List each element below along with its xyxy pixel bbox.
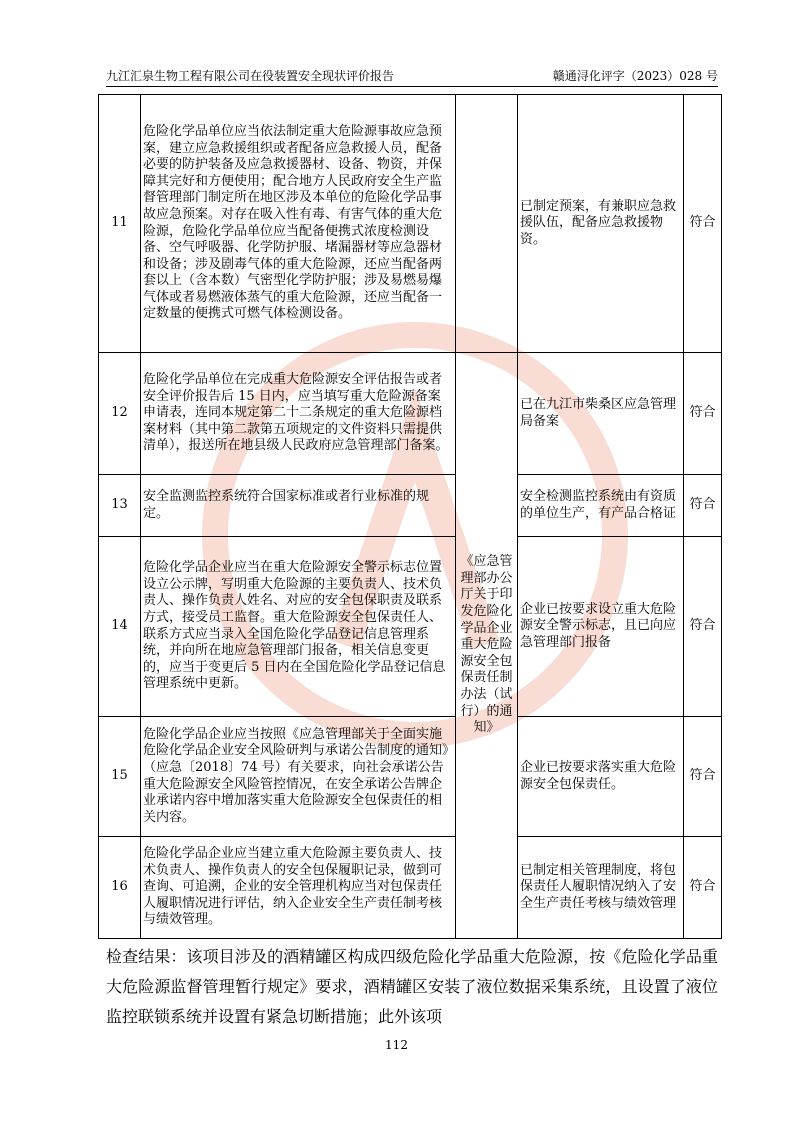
row-number: 11 — [99, 95, 141, 353]
actual-status: 安全检测监控系统由有资质的单位生产，有产品合格证 — [518, 475, 684, 537]
row-number: 16 — [99, 837, 141, 939]
regulation-basis: 《应急管理部办公厅关于印发危险化学品企业重大危险源安全包保责任制办法（试行）的通知》 — [456, 353, 518, 939]
actual-status: 企业已按要求落实重大危险源安全包保责任。 — [518, 717, 684, 837]
requirement-text: 危险化学品单位在完成重大危险源安全评估报告或者安全评价报告后 15 日内，应当填写重大危险源备案申请表，连同本规定第二十二条规定的重大危险源档案材料（其中第二款第五项规定的文件资料只需提供清单），报送所在地县级人民政府应急管理部门备案。 — [141, 353, 456, 475]
requirement-text: 安全监测监控系统符合国家标准或者行业标准的规定。 — [141, 475, 456, 537]
actual-status: 企业已按要求设立重大危险源安全警示标志，且已向应急管理部门报备 — [518, 537, 684, 717]
check-result: 符合 — [684, 353, 722, 475]
actual-status: 已在九江市柴桑区应急管理局备案 — [518, 353, 684, 475]
check-result: 符合 — [684, 95, 722, 353]
page-number: 112 — [385, 1038, 408, 1052]
check-result: 符合 — [684, 717, 722, 837]
requirement-text: 危险化学品企业应当在重大危险源安全警示标志位置设立公示牌，写明重大危险源的主要负责人、技术负责人、操作负责人姓名、对应的安全包保职责及联系方式，接受员工监督。重大危险源安全包保责任人、联系方式应当录入全国危险化学品登记信息管理系统，并向所在地应急管理部门报备，相关信息变更的，应当于变更后 5 日内在全国危险化学品登记信息管理系统中更新。 — [141, 537, 456, 717]
basis-cell-empty — [456, 95, 518, 353]
row-number: 13 — [99, 475, 141, 537]
table-row — [99, 537, 722, 717]
row-number: 12 — [99, 353, 141, 475]
table-row — [99, 717, 722, 837]
check-result-paragraph: 检查结果：该项目涉及的酒精罐区构成四级危险化学品重大危险源，按《危险化学品重大危险源监督管理暂行规定》要求，酒精罐区安装了液位数据采集系统，且设置了液位监控联锁系统并设置有紧急切断措施；此外该项 — [106, 947, 718, 1026]
check-result: 符合 — [684, 837, 722, 939]
row-number: 14 — [99, 537, 141, 717]
table-row — [99, 353, 722, 475]
page-header — [106, 68, 718, 87]
requirement-text: 危险化学品企业应当按照《应急管理部关于全面实施危险化学品企业安全风险研判与承诺公告制度的通知》（应急〔2018〕74 号）有关要求，向社会承诺公告重大危险源安全风险管控情况，在安全承诺公告牌企业承诺内容中增加落实重大危险源安全包保责任的相关内容。 — [141, 717, 456, 837]
requirement-text: 危险化学品单位应当依法制定重大危险源事故应急预案，建立应急救援组织或者配备应急救援人员，配备必要的防护装备及应急救援器材、设备、物资，并保障其完好和方便使用；配合地方人民政府安全生产监督管理部门制定所在地区涉及本单位的危险化学品事故应急预案。对存在吸入性有毒、有害气体的重大危险源，危险化学品单位应当配备便携式浓度检测设备、空气呼吸器、化学防护服、堵漏器材等应急器材和设备；涉及剧毒气体的重大危险源，还应当配备两套以上（含本数）气密型化学防护服；涉及易燃易爆气体或者易燃液体蒸气的重大危险源，还应当配备一定数量的便携式可燃气体检测设备。 — [141, 95, 456, 353]
table-row — [99, 837, 722, 939]
actual-status: 已制定预案，有兼职应急救援队伍，配备应急救援物资。 — [518, 95, 684, 353]
check-result: 符合 — [684, 475, 722, 537]
table-row — [99, 475, 722, 537]
table-row — [99, 95, 722, 353]
header-report-title: 九江汇泉生物工程有限公司在役装置安全现状评价报告 — [106, 69, 395, 83]
check-result: 符合 — [684, 537, 722, 717]
actual-status: 已制定相关管理制度，将包保责任人履职情况纳入了安全生产责任考核与绩效管理 — [518, 837, 684, 939]
header-report-number: 赣通浔化评字（2023）028 号 — [552, 69, 718, 83]
hazard-source-check-table — [98, 94, 722, 939]
requirement-text: 危险化学品企业应当建立重大危险源主要负责人、技术负责人、操作负责人的安全包保履职记录，做到可查询、可追溯，企业的安全管理机构应当对包保责任人履职情况进行评估，纳入企业安全生产责任制考核与绩效管理。 — [141, 837, 456, 939]
row-number: 15 — [99, 717, 141, 837]
